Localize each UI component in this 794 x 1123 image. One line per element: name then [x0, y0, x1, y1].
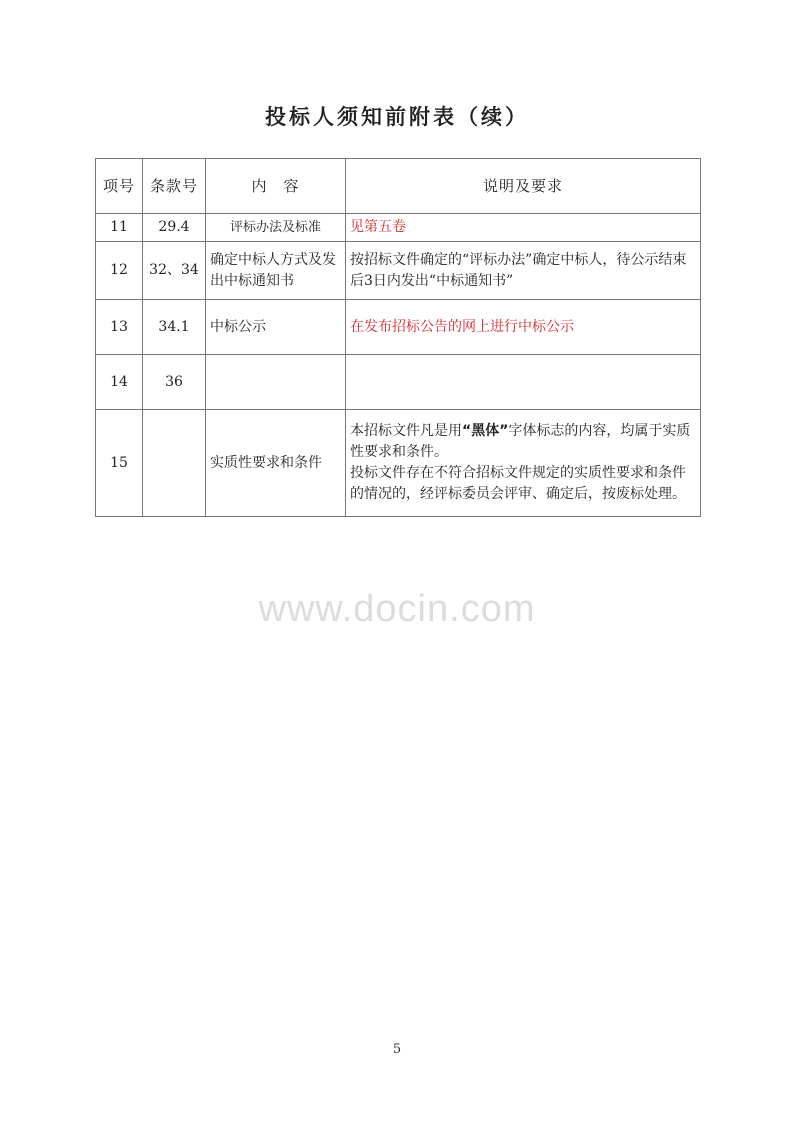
row-index: 11: [96, 214, 143, 242]
row-index: 13: [96, 300, 143, 355]
bold-keyword: “黑体”: [462, 423, 509, 439]
row-content: 中标公示: [206, 300, 346, 355]
row-index: 14: [96, 355, 143, 410]
row-description: 见第五卷: [346, 214, 701, 242]
watermark: www.docin.com: [258, 588, 536, 630]
row-index: 15: [96, 410, 143, 517]
row-description: [346, 355, 701, 410]
row-clause: 32、34: [143, 242, 206, 300]
table-row: [96, 242, 701, 300]
desc-text-1: 本招标文件凡是用: [350, 423, 462, 439]
row-content: 确定中标人方式及发出中标通知书: [206, 242, 346, 300]
header-content: 内 容: [206, 159, 346, 214]
row-description: [346, 410, 701, 517]
row-description: 在发布招标公告的网上进行中标公示: [346, 300, 701, 355]
row-clause: 36: [143, 355, 206, 410]
document-title: 投标人须知前附表（续）: [265, 105, 529, 129]
row-index: 12: [96, 242, 143, 300]
table-row: [96, 355, 701, 410]
row-content: 评标办法及标准: [206, 214, 346, 242]
page-number: 5: [392, 1042, 402, 1057]
header-description: 说明及要求: [346, 159, 701, 214]
table-header-row: [96, 159, 701, 214]
row-description: 按招标文件确定的“评标办法”确定中标人，待公示结束后3日内发出“中标通知书”: [346, 242, 701, 300]
bid-appendix-table: [95, 158, 701, 517]
row-clause: 34.1: [143, 300, 206, 355]
table-row: [96, 410, 701, 517]
desc-text-2: 字体标志的内容，均属于实质性要求和条件。: [350, 423, 691, 460]
row-content: 实质性要求和条件: [206, 410, 346, 517]
header-index: 项号: [96, 159, 143, 214]
row-clause: [143, 410, 206, 517]
row-clause: 29.4: [143, 214, 206, 242]
table-row: [96, 300, 701, 355]
row-content: [206, 355, 346, 410]
desc-text-3: 投标文件存在不符合招标文件规定的实质性要求和条件的情况的，经评标委员会评审、确定后，按废标处理。: [350, 465, 686, 502]
header-clause: 条款号: [143, 159, 206, 214]
table-row: [96, 214, 701, 242]
